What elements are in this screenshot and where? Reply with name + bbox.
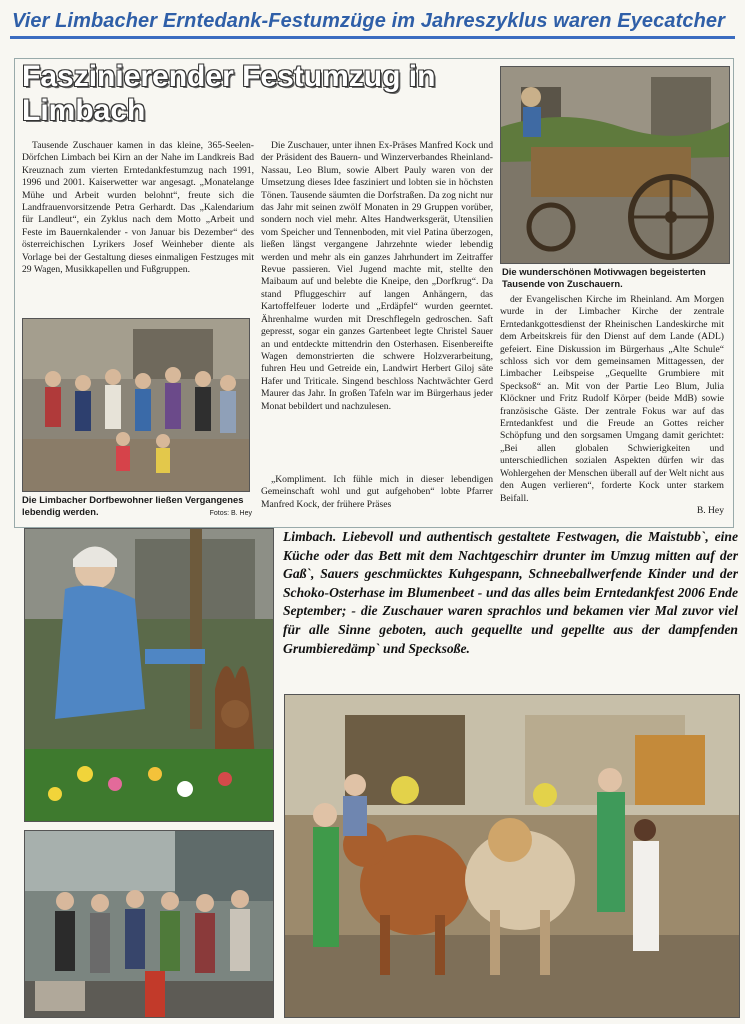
photo-villagers	[22, 318, 250, 492]
lead-paragraph: Limbach. Liebevoll und authentisch gestaltete Festwagen, die Maistubb`, eine Küche oder das Bett mit dem Nachtgeschirr drunter im Umzug mitten auf der Gaß`, Sauers geschmücktes Kuhgespann, Schneeballwerfende Kinder und der Schoko-Osterhase im Blumenbeet - und das alles beim Erntedankfest 2006 Ende September; - die Zuschauer waren sprachlos und bekamen vier Mal zuvor viel für alle Sinne geboten, auch gequellte und gepellte aus der dampfenden Grumbieredämp` und Specksoße.	[283, 529, 738, 656]
villagers-illustration	[23, 319, 249, 491]
banner-rule	[10, 36, 735, 39]
column-1-text: Tausende Zuschauer kamen in das kleine, 365-Seelen-Dörfchen Limbach bei Kirn an der Nahe im Landkreis Bad Kreuznach zum vierten Erntedankfestumzug nach 1991, 1996 und 2001. Kaiserwetter war angesagt. „Monatelange Mühe und Arbeit wurden belohnt“, freute sich die Landfrauenvorsitzende Petra Gerhardt. Das „Kalendarium für Landleut“, ein Zyklus nach dem Motto „Arbeit und Feste im Bauernkalender - von Januar bis Dezember“ des österreichischen Lyrikers Josef Weinheber diente als Vorlage bei der Gestaltung dieses einmaligen Festzuges mit 29 Wagen, Musikkapellen und Fußgruppen.	[22, 140, 254, 276]
article-column-2-end	[261, 474, 493, 511]
photo-credit: Fotos: B. Hey	[209, 510, 252, 517]
column-2-text: Die Zuschauer, unter ihnen Ex-Präses Manfred Kock und der Präsident des Bauern- und Winzerverbandes Rheinland-Nassau, Leo Blum, sowie Albert Pauly waren von der Umsetzung dieses Idee fasziniert und lobten sie in höchsten Tönen. Tausende säumten die Dorfstraßen. Da zog nicht nur das Jahr mit seinen zwölf Monaten in 29 Gruppen vorüber, sondern noch viel mehr. Altes Handwerksgerät, Utensilien vom Speicher und Tennenboden, mit viel Patina überzogen, ließen längst vergangene Jahrzehnte wieder lebendig werden und mehr als ein ganzes Jahrhundert im Zeitraffer Revue passieren. Viel Jugend machte mit, stellte den Maibaum auf und belebte die Kneipe, den „Dorfkrug“. Da stand Pfluggeschirr auf langen Anhängern, das Kartoffelfeuer loderte und „Erdäpfel“ wurden geerntet. Ährenhalme wurden mit Dreschflegeln gedroschen. Saft gepresst, sogar ein ganzes Gartenbeet legte Christel Sauer an und entdeckte mittendrin den Osterhasen. Eisenbereifte Wagen demonstrierten die schwere Holzverarbeitung, fuhren Heu und Getreide ein, Landwirt Herbert Giloj säte Hafer und Triticale. Singend beschloss Nachtwächter Gerd Maurer das Jahr. In großen Tafeln war im Bürgerhaus jeder Monat bebildert und nachzulesen.	[261, 140, 493, 412]
column-3-text: der Evangelischen Kirche im Rheinland. Am Morgen wurde in der Limbacher Kirche der zentrale Erntedankgottesdienst der Rheinischen Landeskirche mit dem Arbeitskreis für den Dienst auf dem Lande (ADL) gefeiert. Eine Diskussion im Bürgerhaus „Alte Schule“ schloss sich vor dem gemeinsamen Mittagessen, der Limbacher Leibspeise „Gequellte Grumbiere mit Specksoß“ an. Mit von der Partie Leo Blum, Julia Klöckner und Fritz Rudolf Körper (beide MdB) sowie französische Gäste. Der zentrale Fokus war auf das Erntedankfest und die Freude an Gottes reicher Schöpfung und den sorgsamen Umgang damit gerichtet: „Bei allen globalen Schwierigkeiten und unterschiedlichen sozialen Aspekten dürfen wir das Wohlergehen der Menschen überall auf der Welt nicht aus den Augen verlieren“, forderte Kock unter starkem Beifall.	[500, 294, 724, 504]
villagers-caption	[22, 494, 252, 520]
wagon-illustration	[501, 67, 729, 263]
article-column-3	[500, 294, 724, 517]
article-column-2	[261, 140, 493, 470]
photo-decorated-wagon	[500, 66, 730, 264]
article-column-1	[22, 140, 254, 276]
banner-title: Vier Limbacher Erntedank-Festumzüge im Jahreszyklus waren Eyecatcher	[12, 10, 726, 32]
article-signature: B. Hey	[696, 504, 724, 516]
photo-ox-team	[284, 694, 740, 1018]
article-headline: Faszinierender Festumzug in Limbach	[22, 60, 436, 127]
villagers-caption-text: Die Limbacher Dorfbewohner ließen Vergangenes lebendig werden.	[22, 494, 244, 517]
page-banner	[10, 8, 735, 44]
ox-team-illustration	[285, 695, 739, 1017]
photo-crowd	[24, 830, 274, 1018]
photo-woman-easter-bunny	[24, 528, 274, 822]
wagon-caption: Die wunderschönen Motivwagen begeisterten Tausende von Zuschauern.	[502, 266, 706, 289]
woman-garden-illustration	[25, 529, 273, 821]
crowd-illustration	[25, 831, 273, 1017]
column-2-end-text: „Kompliment. Ich fühle mich in dieser lebendigen Gemeinschaft wohl und gut aufgehoben“ lobte Pfarrer Manfred Kock, der frühere Präses	[261, 474, 493, 510]
